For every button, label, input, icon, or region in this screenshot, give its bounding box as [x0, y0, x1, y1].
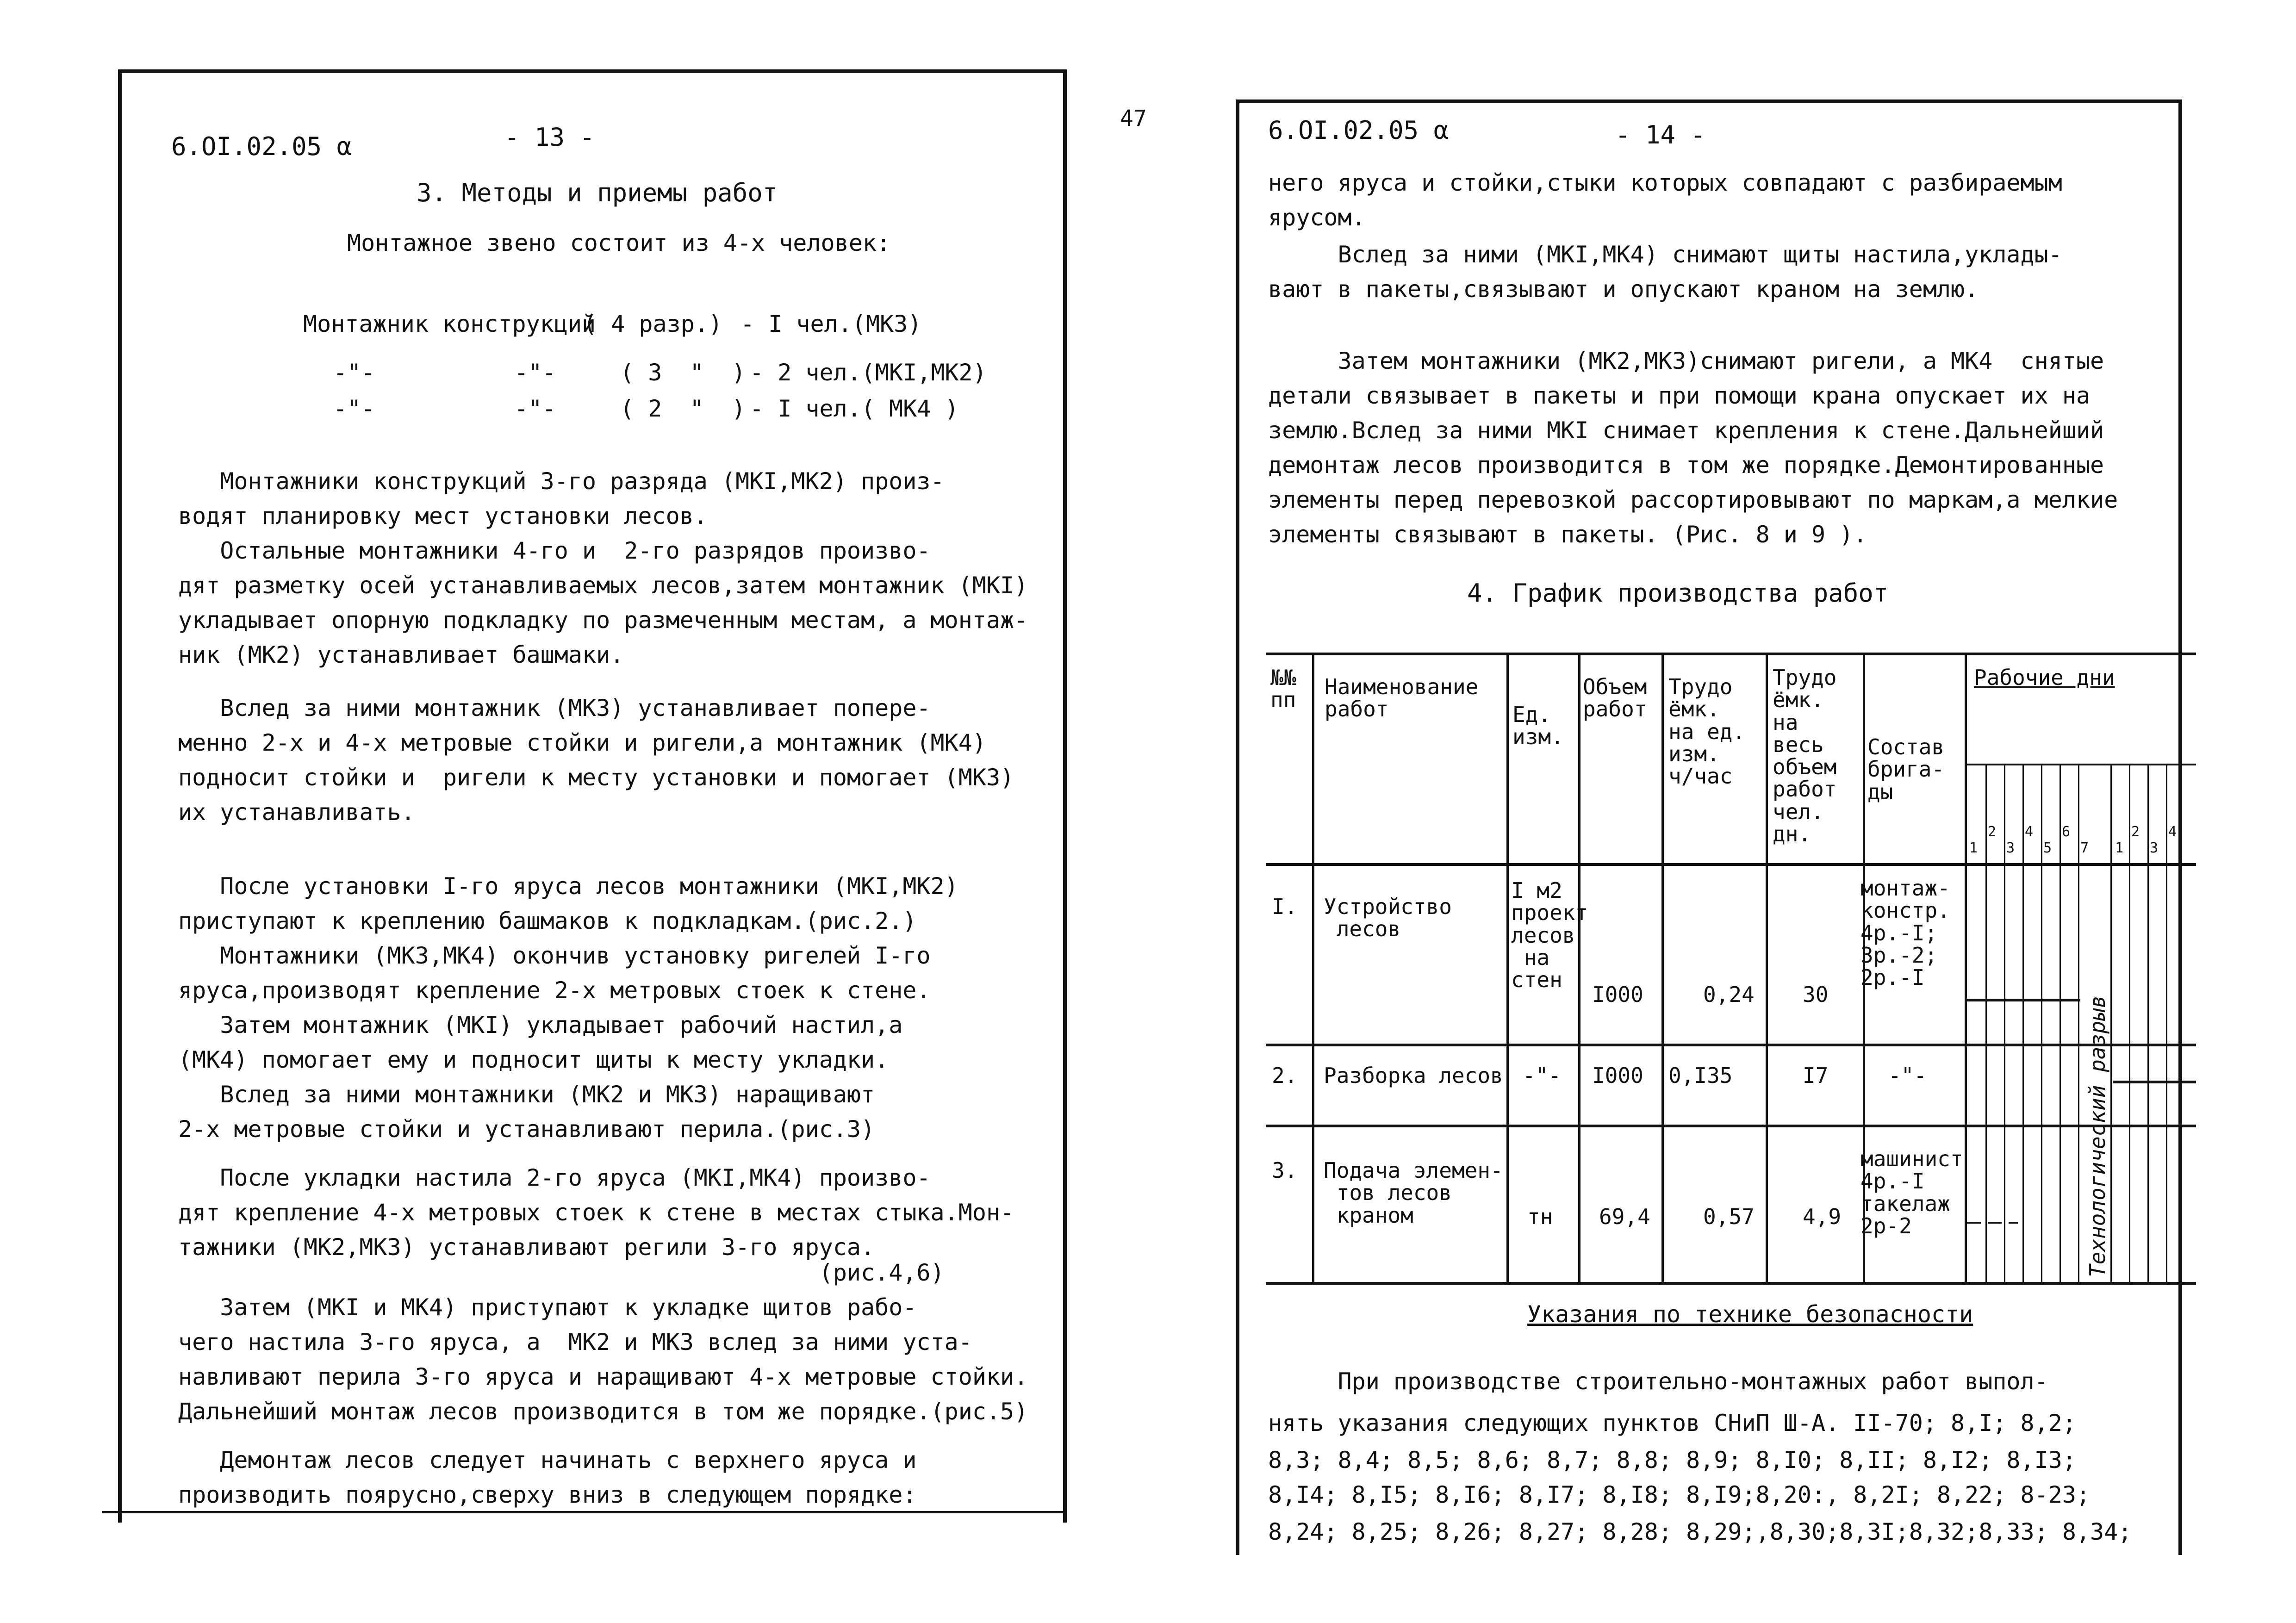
text-line: 8,3; 8,4; 8,5; 8,6; 8,7; 8,8; 8,9; 8,I0; 8,II; 8,I2; 8,I3; [1268, 1447, 2076, 1474]
text-line: нять указания следующих пунктов СНиП Ш-А. II-70; 8,I; 8,2; [1268, 1410, 2076, 1436]
row-volume: 69,4 [1599, 1204, 1650, 1229]
table-rule-row1 [1266, 1044, 2196, 1046]
crew-count: - I чел.( МК4 ) [750, 395, 959, 422]
crew-role: -"- -"- [333, 359, 556, 386]
schedule-bar-row3 [1967, 1222, 2018, 1224]
crew-grade: ( 4 разр.) [583, 311, 723, 337]
day-number: 4 [2168, 824, 2177, 840]
crew-role: Монтажник конструкций [303, 311, 596, 337]
table-col-rule [1506, 653, 1509, 1282]
day-number: 3 [2006, 840, 2015, 856]
row-number: I. [1272, 894, 1298, 919]
row-work-name: Устройство лесов [1324, 894, 1452, 942]
day-col-rule [2060, 764, 2061, 1282]
text-line: Демонтаж лесов следует начинать с верхнего яруса и [178, 1447, 917, 1474]
table-rule-top [1266, 653, 2196, 655]
text-line: элементы перед перевозкой рассортировывают по маркам,а мелкие [1268, 486, 2118, 513]
left-bottom-rule [102, 1511, 1064, 1513]
row-unit: тн [1527, 1204, 1553, 1229]
day-number: 5 [2043, 840, 2052, 856]
table-rule-bottom [1266, 1282, 2196, 1285]
text-line: вают в пакеты,связывают и опускают краном на землю. [1268, 276, 1979, 303]
col-header-name: Наименование работ [1325, 674, 1479, 722]
text-line: землю.Вслед за ними МКI снимает крепления к стене.Дальнейший [1268, 417, 2104, 444]
text-line: него яруса и стойки,стыки которых совпадают с разбираемым [1268, 169, 2062, 196]
text-line: После укладки настила 2-го яруса (МКI,МК4) произво- [178, 1164, 931, 1191]
row-labor-unit: 0,57 [1703, 1204, 1755, 1229]
day-number: 3 [2150, 840, 2159, 856]
text-line: Остальные монтажники 4-го и 2-го разрядов произво- [178, 537, 931, 564]
crew-grade: ( 2 " ) [620, 395, 746, 422]
text-line: элементы связывают в пакеты. (Рис. 8 и 9 ). [1268, 521, 1867, 548]
table-col-rule [1766, 653, 1768, 1282]
day-col-rule [2129, 764, 2130, 1282]
text-line: менно 2-х и 4-х метровые стойки и ригели,а монтажник (МК4) [178, 729, 986, 756]
text-line: Затем (МКI и МК4) приступают к укладке щитов рабо- [178, 1294, 917, 1321]
crew-role: -"- -"- [333, 395, 556, 422]
text-line: дят крепление 4-х метровых стоек к стене в местах стыка.Мон- [178, 1199, 1014, 1226]
table-rule-days [1965, 764, 2196, 765]
text-line: приступают к креплению башмаков к подкладкам.(рис.2.) [178, 908, 917, 934]
text-line: подносит стойки и ригели к месту установки и помогает (МК3) [178, 764, 1014, 791]
row-labor-unit: 0,24 [1703, 982, 1755, 1007]
left-section-title: 3. Методы и приемы работ [417, 178, 778, 207]
row-work-name: Разборка лесов [1324, 1063, 1503, 1088]
col-header-labor-unit: Трудо ёмк. на ед. изм. ч/час [1668, 674, 1746, 789]
text-line: При производстве строительно-монтажных работ выпол- [1268, 1368, 2048, 1395]
row-crew: -"- [1888, 1063, 1927, 1088]
col-header-crew: Состав брига- ды [1867, 734, 1945, 804]
text-line: Затем монтажник (МКI) укладывает рабочий настил,а [178, 1012, 903, 1038]
technological-break-label: Технологический разрыв [2085, 995, 2110, 1277]
text-line: ярусом. [1268, 204, 1366, 231]
right-page-frame [1236, 99, 2182, 1555]
left-doc-code: 6.OI.02.05 α [171, 132, 352, 161]
text-line: Монтажники конструкций 3-го разряда (МКI,МК2) произ- [178, 468, 945, 495]
day-col-rule [2147, 764, 2149, 1282]
crew-intro: Монтажное звено состоит из 4-х человек: [347, 230, 890, 256]
crew-count: - 2 чел.(МКI,МК2) [750, 359, 987, 386]
text-line: Монтажники (МК3,МК4) окончив установку ригелей I-го [178, 942, 931, 969]
schedule-bar-row1 [1967, 999, 2080, 1001]
day-col-rule [2110, 764, 2112, 1282]
text-line: 8,24; 8,25; 8,26; 8,27; 8,28; 8,29;,8,30;8,3I;8,32;8,33; 8,34; [1268, 1518, 2132, 1545]
text-line: Вслед за ними (МКI,МК4) снимают щиты настила,уклады- [1268, 241, 2062, 268]
schedule-bar-row2 [2113, 1081, 2196, 1083]
table-col-rule [1965, 653, 1967, 1282]
text-line: дят разметку осей устанавливаемых лесов,затем монтажник (МКI) [178, 572, 1028, 599]
right-page-number: - 14 - [1615, 120, 1706, 149]
left-page-number: - 13 - [504, 123, 595, 152]
day-number: 2 [1988, 824, 1997, 840]
text-line: ник (МК2) устанавливает башмаки. [178, 641, 624, 668]
text-line: демонтаж лесов производится в том же порядке.Демонтированные [1268, 452, 2104, 479]
day-number: 7 [2080, 840, 2089, 856]
row-number: 2. [1272, 1063, 1298, 1088]
day-number: 1 [2115, 840, 2124, 856]
row-work-name: Подача элемен- тов лесов краном [1324, 1158, 1503, 1228]
col-header-number: №№ пп [1270, 665, 1296, 713]
right-doc-code: 6.OI.02.05 α [1268, 116, 1449, 145]
day-col-rule [2166, 764, 2167, 1282]
text-line: 8,I4; 8,I5; 8,I6; 8,I7; 8,I8; 8,I9;8,20:, 8,2I; 8,22; 8-23; [1268, 1481, 2091, 1508]
day-col-rule [2041, 764, 2042, 1282]
day-col-rule [2078, 764, 2079, 1282]
text-line: (МК4) помогает ему и подносит щиты к месту укладки. [178, 1046, 889, 1073]
text-line: Дальнейший монтаж лесов производится в том же порядке.(рис.5) [178, 1398, 1028, 1425]
text-line: их устанавливать. [178, 799, 415, 826]
table-rule-row2 [1266, 1125, 2196, 1127]
crew-grade: ( 3 " ) [620, 359, 746, 386]
row-labor-total: I7 [1803, 1063, 1829, 1088]
day-number: 4 [2025, 824, 2034, 840]
text-line: Затем монтажники (МК2,МК3)снимают ригели, а МК4 снятые [1268, 348, 2104, 374]
table-col-rule [1312, 653, 1314, 1282]
row-unit: I м2 проект лесов на стен [1511, 878, 1588, 993]
safety-title: Указания по технике безопасности [1527, 1301, 1973, 1328]
table-rule-header [1266, 863, 2196, 866]
text-line: навливают перила 3-го яруса и наращивают 4-х метровые стойки. [178, 1363, 1028, 1390]
row-volume: I000 [1592, 1063, 1643, 1088]
row-volume: I000 [1592, 982, 1643, 1007]
day-number: 2 [2131, 824, 2140, 840]
text-line: детали связывает в пакеты и при помощи крана опускает их на [1268, 382, 2091, 409]
text-line: водят планировку мест установки лесов. [178, 503, 708, 529]
text-line: Вслед за ними монтажники (МК2 и МК3) наращивают [178, 1081, 875, 1108]
day-number: 6 [2062, 824, 2071, 840]
row-labor-unit: 0,I35 [1668, 1063, 1733, 1088]
day-col-rule [2004, 764, 2005, 1282]
table-col-rule [1661, 653, 1664, 1282]
row-crew: монтаж- констр. 4р.-I; 3р.-2; 2р.-I [1860, 876, 1950, 990]
col-header-volume: Объем работ [1583, 674, 1647, 722]
text-line: чего настила 3-го яруса, а МК2 и МК3 вслед за ними уста- [178, 1329, 972, 1356]
day-col-rule [2022, 764, 2024, 1282]
text-line: (рис.4,6) [178, 1259, 945, 1286]
row-unit: -"- [1523, 1063, 1562, 1088]
text-line: тажники (МК2,МК3) устанавливают регили 3-го яруса. [178, 1234, 875, 1261]
row-labor-total: 30 [1803, 982, 1829, 1007]
row-number: 3. [1272, 1158, 1298, 1183]
sheet-number: 47 [1120, 106, 1147, 131]
text-line: укладывает опорную подкладку по размеченным местам, а монтаж- [178, 607, 1028, 634]
row-crew: машинист 4р.-I такелаж 2р-2 [1860, 1146, 1963, 1238]
col-header-unit: Ед. изм. [1512, 702, 1564, 750]
text-line: Вслед за ними монтажник (МК3) устанавливает попере- [178, 695, 931, 721]
day-number: 1 [1969, 840, 1978, 856]
day-col-rule [1985, 764, 1987, 1282]
crew-count: - I чел.(МКЗ) [740, 311, 922, 337]
text-line: яруса,производят крепление 2-х метровых стоек к стене. [178, 977, 931, 1004]
text-line: 2-х метровые стойки и устанавливают перила.(рис.3) [178, 1116, 875, 1143]
text-line: После установки I-го яруса лесов монтажники (МКI,МК2) [178, 873, 958, 900]
col-header-labor-total: Трудо ёмк. на весь объем работ чел. дн. [1773, 665, 1837, 847]
right-section-title: 4. График производства работ [1467, 578, 1889, 608]
text-line: производить поярусно,сверху вниз в следующем порядке: [178, 1481, 917, 1508]
row-labor-total: 4,9 [1803, 1204, 1842, 1229]
col-header-days: Рабочие дни [1974, 665, 2115, 690]
